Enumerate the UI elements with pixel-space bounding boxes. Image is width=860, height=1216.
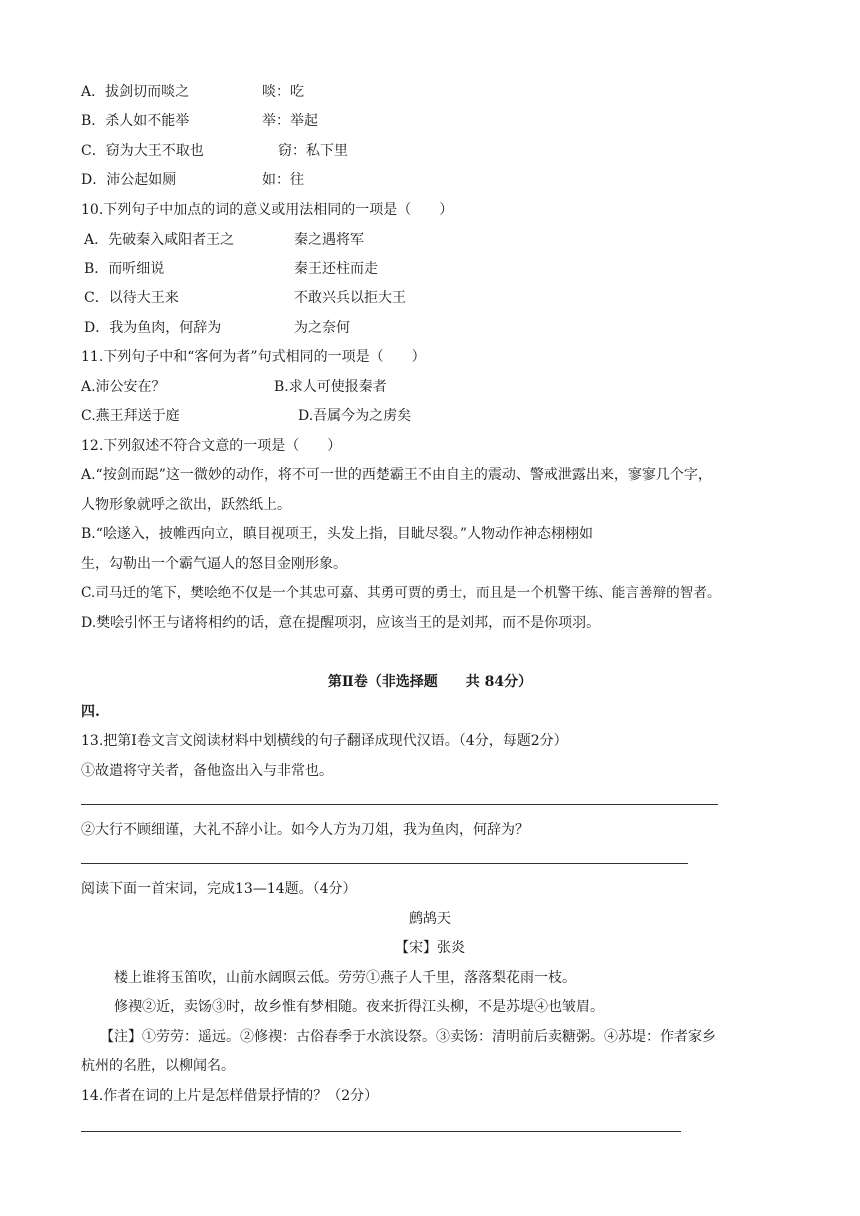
q13-sentence-1: ①故遣将守关者，备他盗出入与非常也。	[81, 763, 333, 779]
q11-option-a: A.沛公安在？	[81, 379, 166, 395]
q9-option-b: B．杀人如不能举	[81, 113, 190, 129]
q12-line-5: C.司马迁的笔下，樊哙绝不仅是一个其忠可嘉、其勇可贾的勇士，而且是一个机警干练、能言善辩的智者。	[81, 585, 721, 601]
q9-option-c: C．窃为大王不取也	[81, 143, 204, 159]
q10-option-d-left: D．我为鱼肉，何辞为	[84, 320, 222, 336]
part-heading: 四.	[81, 704, 100, 720]
q10-option-a-right: 秦之遇将军	[294, 232, 364, 248]
poem-note-1: 【注】①劳劳：遥远。②修禊：古俗春季于水滨设祭。③卖饧：清明前后卖糖粥。④苏堤：作者家乡	[100, 1029, 716, 1045]
q12-line-6: D.樊哙引怀王与诸将相约的话，意在提醒项羽，应该当王的是刘邦，而不是你项羽。	[81, 615, 601, 631]
q13-stem: 13.把第Ⅰ卷文言文阅读材料中划横线的句子翻译成现代汉语。（4分，每题2分）	[81, 733, 568, 749]
answer-line-2[interactable]	[81, 863, 688, 864]
poem-author: 【宋】张炎	[395, 940, 465, 956]
q14-stem: 14.作者在词的上片是怎样借景抒情的？（2分）	[81, 1088, 379, 1104]
q11-option-c: C.燕王拜送于庭	[81, 408, 180, 424]
q12-line-1: A.“按剑而跽”这一微妙的动作，将不可一世的西楚霸王不由自主的震动、警戒泄露出来，寥寥几个字，	[81, 467, 712, 483]
q11-option-d: D.吾属今为之虏矣	[298, 408, 412, 424]
q12-line-4: 生，勾勒出一个霸气逼人的怒目金刚形象。	[81, 556, 347, 572]
answer-line-3[interactable]	[81, 1131, 681, 1132]
q9-gloss-c: 窃：私下里	[278, 143, 348, 159]
q11-stem: 11.下列句子中和“客何为者”句式相同的一项是（ ）	[81, 349, 426, 365]
q12-stem: 12.下列叙述不符合文意的一项是（ ）	[81, 438, 342, 454]
poem-line-2: 修禊②近，卖饧③时，故乡惟有梦相随。夜来折得江头柳，不是苏堤④也皱眉。	[114, 999, 604, 1015]
q12-line-2: 人物形象就呼之欲出，跃然纸上。	[81, 497, 291, 513]
q9-gloss-d: 如：往	[262, 172, 304, 188]
q10-option-d-right: 为之奈何	[294, 320, 350, 336]
q10-stem: 10.下列句子中加点的词的意义或用法相同的一项是（ ）	[81, 202, 454, 218]
q9-option-d: D．沛公起如厕	[81, 172, 177, 188]
q12-line-3: B.“哙遂入，披帷西向立，瞋目视项王，头发上指，目眦尽裂。”人物动作神态栩栩如	[81, 526, 594, 542]
answer-line-1[interactable]	[81, 804, 718, 805]
q10-option-b-left: B．而听细说	[84, 261, 165, 277]
q10-option-b-right: 秦王还柱而走	[294, 261, 378, 277]
poem-line-1: 楼上谁将玉笛吹，山前水阔暝云低。劳劳①燕子人千里，落落梨花雨一枝。	[114, 970, 576, 986]
q13-sentence-2: ②大行不顾细谨，大礼不辞小让。如今人方为刀俎，我为鱼肉，何辞为？	[81, 822, 529, 838]
poem-intro: 阅读下面一首宋词，完成13—14题。（4分）	[81, 881, 357, 897]
q10-option-c-left: C．以待大王来	[84, 290, 179, 306]
q11-option-b: B.求人可使报秦者	[274, 379, 387, 395]
poem-note-2: 杭州的名胜，以柳闻名。	[81, 1058, 235, 1074]
section-title: 第Ⅱ卷（非选择题 共 84分）	[327, 674, 533, 690]
q9-gloss-b: 举：举起	[262, 113, 318, 129]
q10-option-a-left: A．先破秦入咸阳者王之	[84, 232, 235, 248]
poem-title: 鹧鸪天	[409, 911, 451, 927]
q9-option-a: A．拔剑切而啖之	[81, 84, 190, 100]
q10-option-c-right: 不敢兴兵以拒大王	[294, 290, 406, 306]
q9-gloss-a: 啖：吃	[262, 84, 304, 100]
